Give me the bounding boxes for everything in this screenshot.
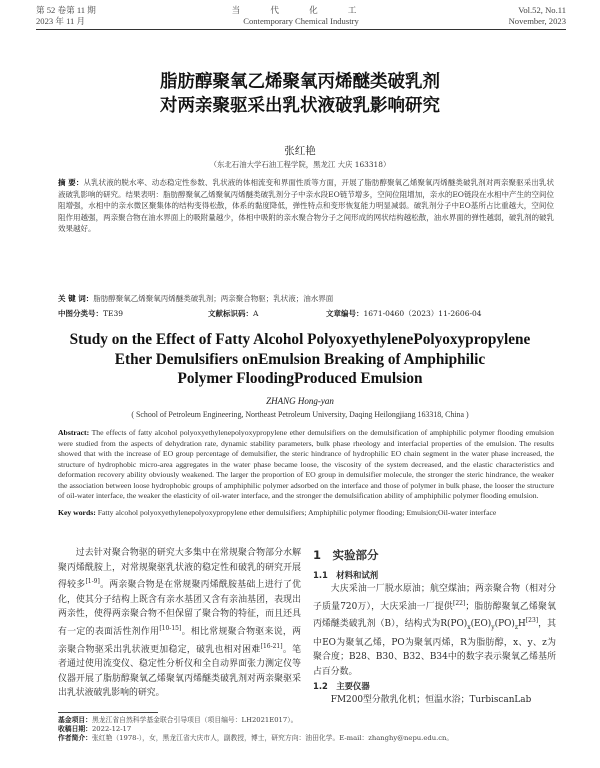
materials-paragraph: 大庆采油一厂脱水原油；航空煤油；两亲聚合物（相对分子质量720万），大庆采油一厂提供[22]；脂肪醇聚氧乙烯聚氧丙烯醚类破乳剂（B），结构式为$R(PO)_x(EO)_y(PO)_zH[23]$，其中EO为聚氧乙烯，PO为聚氧丙烯，R为脂肪醇，x、y、z为聚合度；B28、B30、B32、B34中的数字表示聚氧乙烯基所占百分数。: [313, 584, 557, 677]
abstract-en-label: Abstract:: [58, 428, 90, 437]
running-header: [36, 3, 566, 33]
citation-23: [23]: [525, 617, 539, 625]
journal-name-zh: 当 代 化 工: [231, 5, 371, 15]
author-bio-note: [58, 734, 558, 743]
keywords-en: [58, 508, 554, 519]
date-zh: 2023 年 11 月: [36, 16, 86, 26]
intro-paragraph: [58, 546, 301, 701]
clc-field: [58, 308, 123, 319]
abstract-zh-text: 从乳状液的脱水率、动态稳定性参数、乳状液的体相流变和界面性质等方面，开展了脂肪醇聚氧乙烯聚氧丙烯醚类破乳剂对两亲聚驱采出乳状液破乳影响的研究。结果表明：脂肪醇聚氧乙烯聚氧丙烯醚类破乳剂分子中亲水段EO链节增多，空间位阻增加，亲水的EO链段在水相中产生的空间位阻增强，水相中的亲水微区聚集体的结构变得松散，体系的黏度降低，弹性特点和变形恢复能力明显减弱。破乳剂分子中EO基所占比重越大，空间位阻作用越强，两亲聚合物在油水界面上的吸附量越少，体相中吸附的亲水聚合物分子之间形成的网状结构越松散，油水界面的弹性越弱，破乳剂的破乳效果越好。: [58, 178, 554, 234]
abstract-en: [58, 428, 554, 502]
fund-text: 黑龙江省自然科学基金联合引导项目（项目编号：LH2021E017）。: [91, 716, 298, 724]
title-en-line2: Ether Demulsifiers onEmulsion Breaking of Amphiphilic: [114, 350, 486, 368]
subsection-heading-instruments: 1.2 主要仪器: [313, 681, 370, 692]
doc-code-value: A: [253, 309, 259, 318]
article-no-label: 文章编号：: [326, 309, 364, 318]
instruments-paragraph: FM200型分散乳化机；恒温水浴；TurbiscanLab: [330, 695, 532, 706]
subsection-heading-materials: 1.1 材料和试剂: [313, 570, 379, 580]
title-zh-line1: 脂肪醇聚氧乙烯聚氧丙烯醚类破乳剂: [160, 72, 440, 92]
keywords-en-label: Key words:: [58, 508, 96, 517]
abstract-en-text: The effects of fatty alcohol polyoxyethylenepolyoxypropylene ether demulsifiers on the demulsification of amphiphilic polymer flooding emulsion were studied from the aspects of dehydration rate, dynamic stability parameters, bulk phase rheology and interfacial properties of the emulsion. The results showed that with the increase of EO group percentage of demulsifier, the steric hindrance of hydrophilic EO chain segment in the water phase increased, the structure of hydrophobic micro-area aggregates in the water phase became loose, the viscosity of the system decreased, and the elastic characteristics and deformation recovery ability obviously weakened. The larger the proportion of EO group in demulsifier molecule, the stronger the steric hindrance, the weaker the association between loose hydrophobic groups of amphiphilic polymer adsorbed on the interface and those of polymer in bulk phase, the looser the structure of oil-water interface, the weaker the elasticity of oil-water interface, and the stronger the demulsification ability of amphiphilic polymer flooding emulsion.: [58, 428, 554, 501]
received-date: 2022-12-17: [91, 725, 132, 733]
author-en: ZHANG Hong-yan: [266, 396, 334, 406]
paper-title-en: [40, 330, 560, 389]
date-en: November, 2023: [508, 16, 566, 26]
abstract-zh-label: 摘 要：: [58, 178, 84, 187]
article-no-value: 1671-0460（2023）11-2606-04: [363, 309, 482, 318]
body-column-right: [313, 546, 556, 708]
formula-h: H: [518, 619, 526, 630]
received-note: [58, 725, 558, 734]
intro-text-1: 过去针对聚合物驱的研究大多集中在常规聚合物部分水解聚丙烯酰胺上，对常规聚驱乳状液的稳定性和破乳的研究开展得较多: [58, 548, 301, 591]
section-heading-experimental: 1 实验部分: [313, 548, 379, 562]
citation-22: [22]: [452, 599, 466, 607]
materials-text-3: ，其中EO为聚氧乙烯，PO为聚氧丙烯，R为脂肪醇，x、y、z为聚合度；B28、B30、B32、B34中的数字表示聚氧乙烯基所占百分数。: [313, 619, 556, 677]
intro-text-4: 。笔者通过使用流变仪、稳定性分析仪和全自动界面张力测定仪等仪器开展了脂肪醇聚氧乙烯聚氧丙烯醚类破乳剂对两亲聚驱采出乳状液破乳影响的研究。: [58, 644, 302, 699]
materials-text-1: 大庆采油一厂脱水原油；航空煤油；两亲聚合物（相对分子质量720万），大庆采油一厂提供: [313, 584, 556, 612]
affiliation-zh: （东北石油大学石油工程学院，黑龙江 大庆 163318）: [209, 160, 391, 169]
header-center: [36, 5, 566, 27]
affiliation-en: ( School of Petroleum Engineering, Northeast Petroleum University, Daqing Heilongjiang 163318, China ): [131, 410, 469, 419]
bio-label: 作者简介：: [58, 734, 92, 742]
author-zh: 张红艳: [284, 145, 316, 157]
keywords-zh-label: 关 键 词：: [58, 294, 94, 303]
header-right: [509, 5, 566, 27]
citation-1-9: [1-9]: [85, 578, 100, 586]
formula-eo: (EO): [470, 619, 492, 630]
body-column-left: [58, 546, 301, 701]
title-zh-line2: 对两亲聚驱采出乳状液破乳影响研究: [160, 96, 440, 116]
formula-po: (PO): [494, 619, 515, 630]
header-rule: [36, 29, 566, 30]
clc-value: TE39: [103, 309, 124, 318]
abstract-zh: [58, 177, 554, 235]
journal-name-en: Contemporary Chemical Industry: [243, 16, 359, 26]
received-label: 收稿日期：: [58, 725, 92, 733]
citation-16-21: [16-21]: [260, 642, 283, 650]
keywords-zh: [58, 293, 554, 305]
footnotes: [58, 716, 558, 743]
fund-label: 基金项目：: [58, 716, 92, 724]
title-en-line1: Study on the Effect of Fatty Alcohol PolyoxyethylenePolyoxypropylene: [69, 331, 531, 348]
doc-code-label: 文献标识码：: [208, 309, 253, 318]
volume-zh: 第 52 卷第 11 期: [36, 5, 96, 15]
doc-code-field: [208, 308, 258, 319]
fund-note: [58, 716, 558, 725]
materials-text-2: ；脂肪醇聚氧乙烯聚氧丙烯醚类破乳剂（B），结构式为R(PO): [313, 601, 557, 630]
title-en-line3: Polymer FloodingProduced Emulsion: [177, 370, 423, 387]
footnote-rule: [58, 712, 158, 713]
intro-text-2: 。两亲聚合物是在常规聚丙烯酰胺基础上进行了优化，使其分子结构上既含有亲水基团又含有亲油基团，表现出两亲性，使得两亲聚合物不但保留了聚合物的特征，而且还具有一定的表面活性剂作用: [58, 580, 302, 637]
bio-text: 张红艳（1978-），女，黑龙江省大庆市人，副教授，博士，研究方向：油田化学。E-mail：zhanghy@nepu.edu.cn。: [91, 734, 454, 742]
volume-en: Vol.52, No.11: [518, 5, 566, 15]
paper-title-zh: [30, 70, 570, 118]
citation-10-15: [10-15]: [159, 624, 182, 632]
article-no-field: [326, 308, 482, 319]
keywords-zh-text: 脂肪醇聚氧乙烯聚氧丙烯醚类破乳剂；两亲聚合物驱；乳状液；油水界面: [93, 294, 334, 303]
clc-label: 中图分类号：: [58, 309, 103, 318]
keywords-en-text: Fatty alcohol polyoxyethylenepolyoxypropylene ether demulsifiers; Amphiphilic polymer flooding; Emulsion;Oil-water interface: [97, 508, 497, 517]
intro-text-3: 。相比常规聚合物驱来说，两亲聚合物驱采出乳状液更加稳定，破乳也相对困难: [58, 626, 302, 655]
